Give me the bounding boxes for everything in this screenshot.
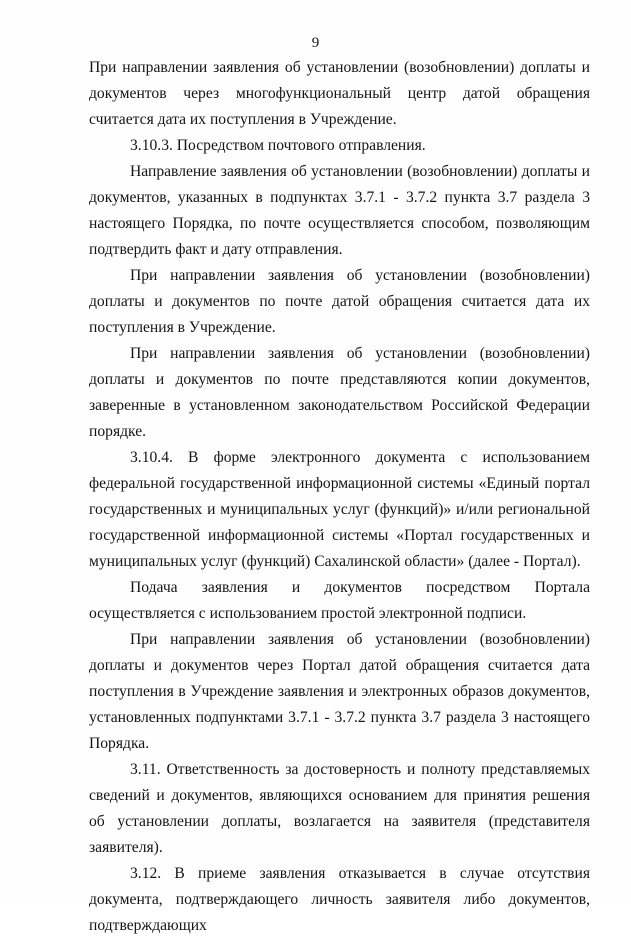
paragraph-3-12-refusal: 3.12. В приеме заявления отказывается в случае отсутствия документа, подтверждающего личность заявителя либо документов, подтверждающих [89,865,590,934]
paragraph-portal-date: При направлении заявления об установлении (возобновлении) доплаты и документов через Портал датой обращения считается дата поступления в Учреждение заявления и электронных образов документов, установленных подпунктами 3.7.1 - 3.7.2 пункта 3.7 раздела 3 настоящего Порядка. [89,631,590,752]
document-body [89,55,590,939]
page-number: 9 [311,35,320,51]
paragraph-3-10-4-portal: 3.10.4. В форме электронного документа с использованием федеральной государственной информационной системы «Единый портал государственных и муниципальных услуг (функций)» и/или региональной государственной информационной системы «Портал государственных и муниципальных услуг (функций) Сахалинской области» (далее - Портал). [89,449,590,570]
paragraph-postal-copies: При направлении заявления об установлении (возобновлении) доплаты и документов по почте представляются копии документов, заверенные в установленном законодательством Российской Федерации порядке. [89,345,590,440]
paragraph-3-11-responsibility: 3.11. Ответственность за достоверность и полноту представляемых сведений и документов, являющихся основанием для принятия решения об установлении доплаты, возлагается на заявителя (представителя заявителя). [89,761,590,856]
paragraph-postal-method: Направление заявления об установлении (возобновлении) доплаты и документов, указанных в подпунктах 3.7.1 - 3.7.2 пункта 3.7 раздела 3 настоящего Порядка, по почте осуществляется способом, позволяющим подтвердить факт и дату отправления. [89,163,590,258]
paragraph-3-10-3-heading: 3.10.3. Посредством почтового отправления. [130,137,426,154]
paragraph-mfc-submission: При направлении заявления об установлении (возобновлении) доплаты и документов через многофункциональный центр датой обращения считается дата их поступления в Учреждение. [89,59,590,128]
paragraph-portal-signature: Подача заявления и документов посредством Портала осуществляется с использованием простой электронной подписи. [89,579,590,622]
paragraph-postal-date: При направлении заявления об установлении (возобновлении) доплаты и документов по почте датой обращения считается дата их поступления в Учреждение. [89,267,590,336]
